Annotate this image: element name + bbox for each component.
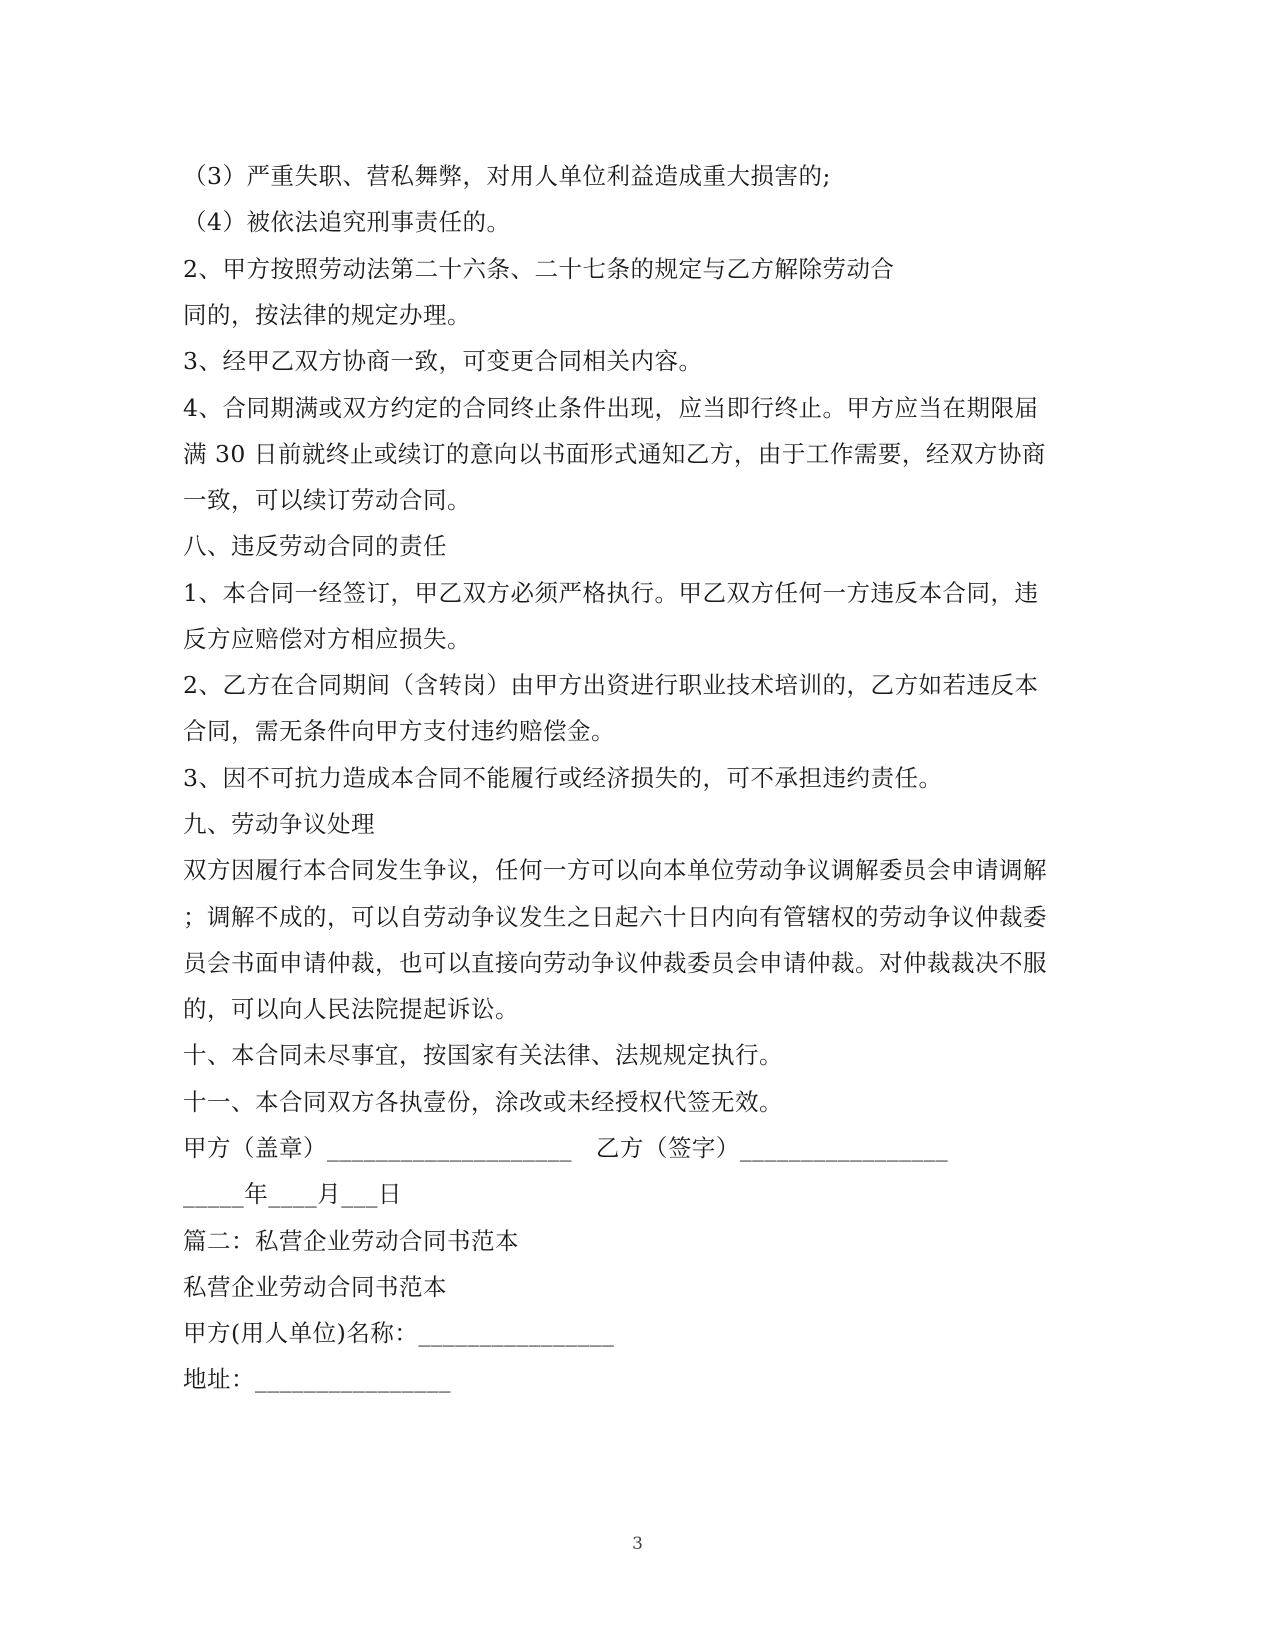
part-two-heading: 篇二：私营企业劳动合同书范本 bbox=[183, 1227, 519, 1255]
signature-line: 甲方（盖章）____________________ 乙方（签字）_________________ bbox=[183, 1134, 949, 1162]
text-line-16: 双方因履行本合同发生争议，任何一方可以向本单位劳动争议调解委员会申请调解 bbox=[183, 856, 1047, 884]
text-line-4: 同的，按法律的规定办理。 bbox=[183, 301, 471, 329]
text-line-6: 4、合同期满或双方约定的合同终止条件出现，应当即行终止。甲方应当在期限届 bbox=[183, 394, 1039, 422]
address-field: 地址：________________ bbox=[183, 1365, 451, 1393]
text-line-2: （4）被依法追究刑事责任的。 bbox=[183, 208, 511, 236]
text-line-7: 满 30 日前就终止或续订的意向以书面形式通知乙方，由于工作需要，经双方协商 bbox=[183, 440, 1046, 468]
text-line-1: （3）严重失职、营私舞弊，对用人单位利益造成重大损害的; bbox=[183, 162, 831, 190]
text-line-19: 的，可以向人民法院提起诉讼。 bbox=[183, 995, 519, 1023]
text-line-10: 1、本合同一经签订，甲乙双方必须严格执行。甲乙双方任何一方违反本合同，违 bbox=[183, 579, 1039, 607]
text-line-18: 员会书面申请仲裁，也可以直接向劳动争议仲裁委员会申请仲裁。对仲裁裁决不服 bbox=[183, 949, 1047, 977]
contract-title: 私营企业劳动合同书范本 bbox=[183, 1273, 447, 1301]
employer-name-field: 甲方(用人单位)名称：________________ bbox=[183, 1319, 615, 1347]
text-line-12: 2、乙方在合同期间（含转岗）由甲方出资进行职业技术培训的，乙方如若违反本 bbox=[183, 671, 1039, 699]
text-line-5: 3、经甲乙双方协商一致，可变更合同相关内容。 bbox=[183, 347, 703, 375]
text-line-13: 合同，需无条件向甲方支付违约赔偿金。 bbox=[183, 717, 615, 745]
section-heading-10: 十、本合同未尽事宜，按国家有关法律、法规规定执行。 bbox=[183, 1041, 783, 1069]
page-number: 3 bbox=[632, 1534, 643, 1554]
text-line-8: 一致，可以续订劳动合同。 bbox=[183, 486, 471, 514]
section-heading-9: 九、劳动争议处理 bbox=[183, 810, 375, 838]
section-heading-8: 八、违反劳动合同的责任 bbox=[183, 532, 447, 560]
date-line: _____年____月___日 bbox=[183, 1180, 402, 1208]
text-line-11: 反方应赔偿对方相应损失。 bbox=[183, 625, 471, 653]
text-line-3: 2、甲方按照劳动法第二十六条、二十七条的规定与乙方解除劳动合 bbox=[183, 255, 895, 283]
text-line-14: 3、因不可抗力造成本合同不能履行或经济损失的，可不承担违约责任。 bbox=[183, 764, 943, 792]
section-heading-11: 十一、本合同双方各执壹份，涂改或未经授权代签无效。 bbox=[183, 1088, 783, 1116]
text-line-17: ；调解不成的，可以自劳动争议发生之日起六十日内向有管辖权的劳动争议仲裁委 bbox=[183, 903, 1047, 931]
